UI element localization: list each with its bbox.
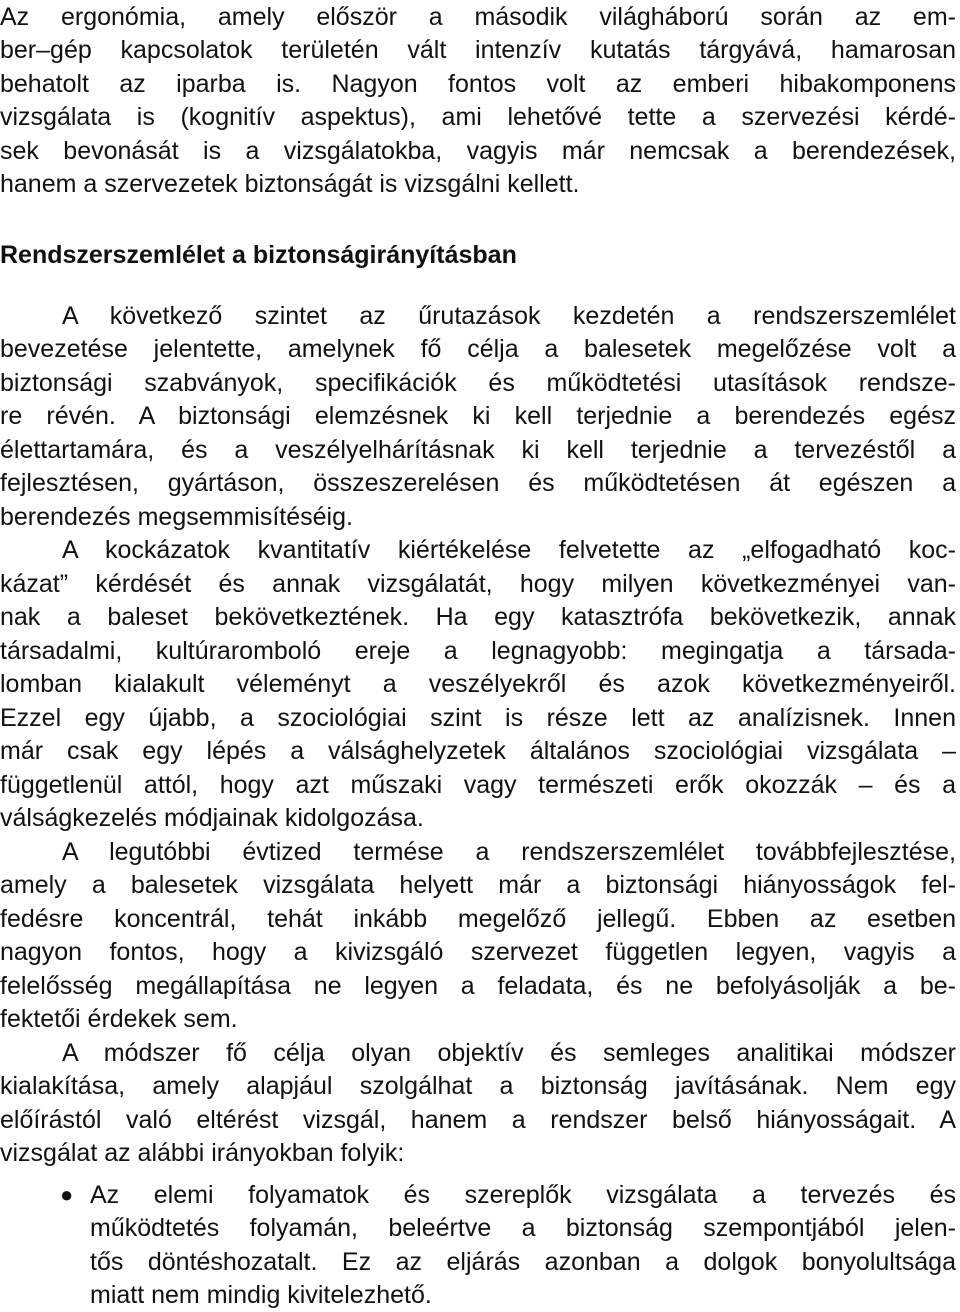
- text-line: fektetői érdekek sem.: [0, 1005, 238, 1033]
- text-line: A következő szintet az űrutazások kezdetén a rendszerszemlélet: [62, 302, 956, 330]
- text-line: már csak egy lépés a válsághelyzetek általános szociológiai vizsgálata –: [0, 737, 956, 765]
- text-line: re révén. A biztonsági elemzésnek ki kell terjednie a berendezés egész: [0, 402, 956, 430]
- text-line: sek bevonását is a vizsgálatokba, vagyis már nemcsak a berendezések,: [0, 137, 956, 165]
- text-line: A legutóbbi évtized termése a rendszerszemlélet továbbfejlesztése,: [62, 838, 956, 866]
- text-line: felelősség megállapítása ne legyen a feladata, és ne befolyásolják a be-: [0, 972, 956, 1000]
- text-line: élettartamára, és a veszélyelhárításnak ki kell terjednie a tervezéstől a: [0, 436, 956, 464]
- text-line: fedésre koncentrál, tehát inkább megelőző jellegű. Ebben az esetben: [0, 905, 956, 933]
- text-line: működtetés folyamán, beleértve a biztonság szempontjából jelen-: [90, 1214, 956, 1242]
- text-line: válságkezelés módjainak kidolgozása.: [0, 804, 424, 832]
- text-line: fejlesztésen, gyártáson, összeszerelésen és működtetésen át egészen a: [0, 469, 956, 497]
- text-line: kialakítása, amely alapjául szolgálhat a biztonság javításának. Nem egy: [0, 1072, 956, 1100]
- text-line: Az elemi folyamatok és szereplők vizsgálata a tervezés és: [90, 1181, 956, 1209]
- text-line: miatt nem mindig kivitelezhető.: [90, 1281, 432, 1309]
- section-heading: Rendszerszemlélet a biztonságirányításban: [0, 241, 517, 269]
- text-line: vizsgálata is (kognitív aspektus), ami lehetővé tette a szervezési kérdé-: [0, 103, 956, 131]
- bullet-icon: ●: [60, 1182, 74, 1207]
- text-line: lomban kialakult véleményt a veszélyekről és azok következményeiről.: [0, 670, 956, 698]
- text-line: Az ergonómia, amely először a második világháború során az em-: [0, 3, 956, 31]
- text-line: A kockázatok kvantitatív kiértékelése felvetette az „elfogadható koc-: [62, 536, 956, 564]
- text-line: ber–gép kapcsolatok területén vált intenzív kutatás tárgyává, hamarosan: [0, 36, 956, 64]
- text-line: függetlenül attól, hogy azt műszaki vagy természeti erők okozzák – és a: [0, 771, 956, 799]
- text-line: behatolt az iparba is. Nagyon fontos volt az emberi hibakomponens: [0, 70, 956, 98]
- text-line: nak a baleset bekövetkeztének. Ha egy katasztrófa bekövetkezik, annak: [0, 603, 956, 631]
- text-line: Ezzel egy újabb, a szociológiai szint is része lett az analízisnek. Innen: [0, 704, 956, 732]
- text-line: tős döntéshozatalt. Ez az eljárás azonban a dolgok bonyolultsága: [90, 1248, 956, 1276]
- text-line: berendezés megsemmisítéséig.: [0, 503, 353, 531]
- text-line: biztonsági szabványok, specifikációk és működtetési utasítások rendsze-: [0, 369, 956, 397]
- text-line: nagyon fontos, hogy a kivizsgáló szervezet független legyen, vagyis a: [0, 938, 956, 966]
- text-line: kázat” kérdését és annak vizsgálatát, hogy milyen következményei van-: [0, 570, 956, 598]
- text-line: hanem a szervezetek biztonságát is vizsgálni kellett.: [0, 170, 580, 198]
- text-line: vizsgálat az alábbi irányokban folyik:: [0, 1139, 405, 1167]
- text-line: amely a balesetek vizsgálata helyett már a biztonsági hiányosságok fel-: [0, 871, 956, 899]
- text-line: bevezetése jelentette, amelynek fő célja a balesetek megelőzése volt a: [0, 335, 956, 363]
- text-line: előírástól való eltérést vizsgál, hanem a rendszer belső hiányosságait. A: [0, 1106, 956, 1134]
- text-line: A módszer fő célja olyan objektív és semleges analitikai módszer: [62, 1039, 956, 1067]
- text-line: társadalmi, kultúraromboló ereje a legnagyobb: megingatja a társada-: [0, 637, 956, 665]
